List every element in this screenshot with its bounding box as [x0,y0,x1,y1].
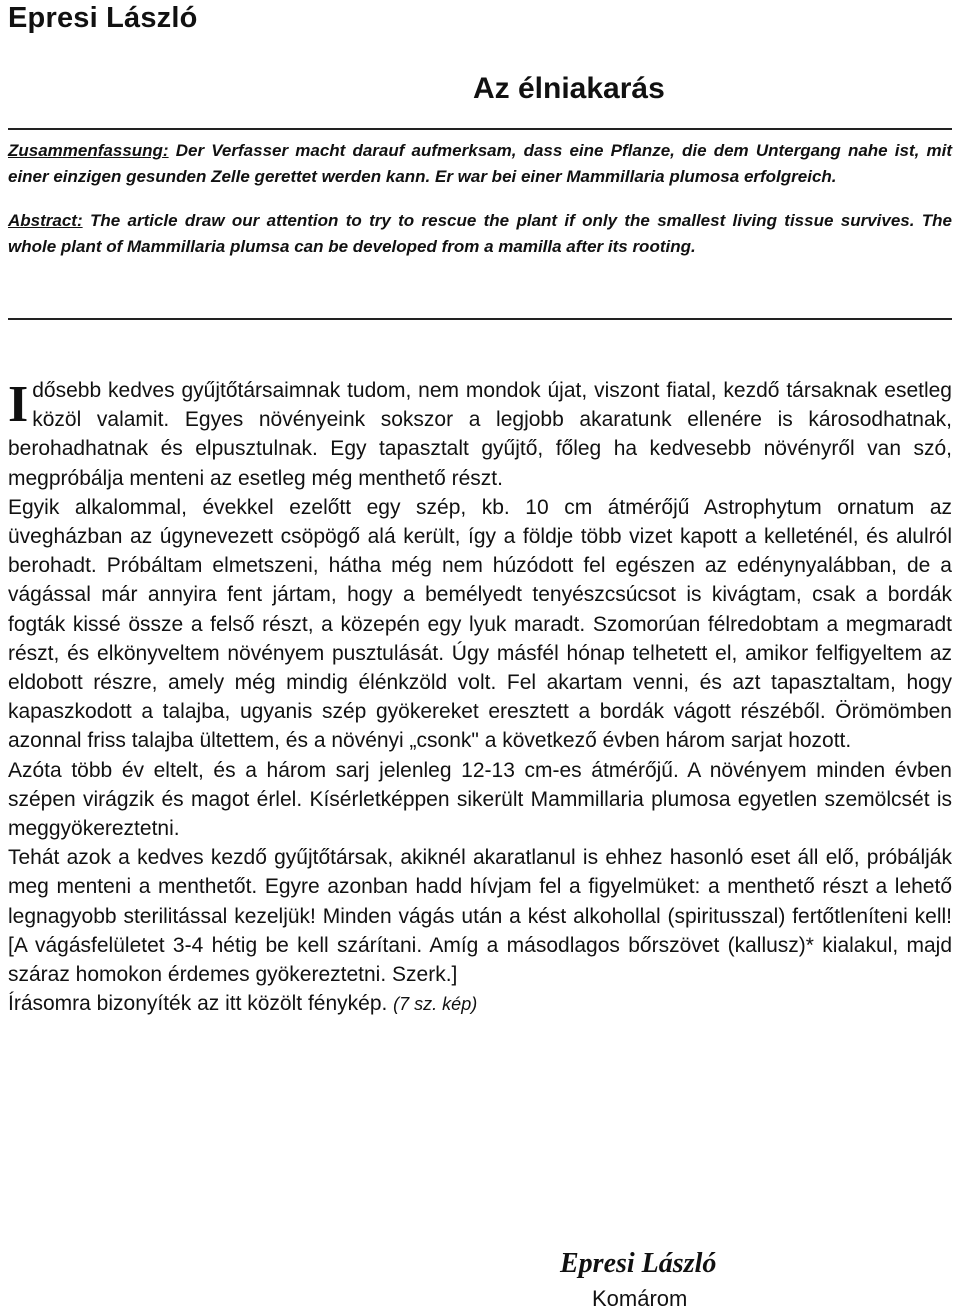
drop-cap: I [8,376,29,433]
signature-place: Komárom [592,1286,688,1311]
english-abstract-text: The article draw our attention to try to rescue the plant if only the smallest living tissue survives. The whole plant of Mammillaria plumsa can be developed from a mamilla after its rooting. [8,211,952,256]
article-title: Az élniakarás [473,72,665,105]
body-paragraph-5-text: Írásomra bizonyíték az itt közölt fénykép. [8,992,394,1016]
german-abstract [8,138,952,190]
body-paragraph-1 [8,376,952,493]
german-abstract-text: Der Verfasser macht darauf aufmerksam, dass eine Pflanze, die dem Untergang nahe ist, mit einer einzigen gesunden Zelle gerettet werden kann. Er war bei einer Mammillaria plumosa erfolgreich. [8,141,952,186]
author-heading: Epresi László [8,2,198,34]
german-abstract-label: Zusammenfassung: [8,141,169,160]
abstract-bottom-rule [8,318,952,320]
english-abstract [8,208,952,260]
body-paragraph-4: Tehát azok a kedves kezdő gyűjtőtársak, akiknél akaratlanul is ehhez hasonló eset áll elő, próbálják meg menteni a menthetőt. Egyre azonban hadd hívjam fel a figyelmüket: a menthető részt a lehető legnagyobb sterilitással kezeljük! Minden vágás után a kést alkohollal (spiritusszal) fertőtleníteni kell! [A vágásfelületet 3-4 hétig be kell szárítani. Amíg a másodlagos bőrszövet (kallusz)* kialakul, majd száraz homokon érdemes gyökereztetni. Szerk.] [8,846,952,987]
abstracts-block [8,138,952,278]
body-paragraph-5 [8,989,952,1019]
body-paragraph-2: Egyik alkalommal, évekkel ezelőtt egy szép, kb. 10 cm átmérőjű Astrophytum ornatum az üvegházban az úgynevezett csöpögő alá került, így a földje több vizet kapott a kelleténél, és alulról berohadt. Próbáltam elmetszeni, hátha még nem húzódott fel egészen az edénynyalábban, de a vágással már annyira fent jártam, hogy a bemélyedt tenyészcsúcsot is kivágtam, csak a bordák fogták kissé össze a felső részt, a közepén egy lyuk maradt. Szomorúan félredobtam a megmaradt részt, és elkönyveltem növényem pusztulását. Úgy másfél hónap telhetett el, amikor felfigyeltem az eldobott részre, amely még mindig élénkzöld volt. Fel akartam venni, és azt tapasztaltam, hogy kapaszkodott a talajba, ugyanis szép gyökereket eresztett a bordák vágott részéből. Örömömben azonnal friss talajba ültettem, és a növényi „csonk" a következő évben három sarjat hozott. [8,495,952,753]
english-abstract-label: Abstract: [8,211,83,230]
article-body [8,376,952,1019]
body-paragraph-1-text: dősebb kedves gyűjtőtársaimnak tudom, nem mondok újat, viszont fiatal, kezdő társaknak esetleg közöl valamit. Egyes növényeink sokszor a legjobb akaratunk ellenére is károsodhatnak, berohadhatnak és elpusztulnak. Egy tapasztalt gyűjtő, főleg ha kedvesebb növényről van szó, megpróbálja menteni az esetleg még menthető részt. [8,379,952,490]
body-paragraph-3: Azóta több év eltelt, és a három sarj jelenleg 12-13 cm-es átmérőjű. A növényem minden évben szépen virágzik és magot érlel. Kísérletképpen sikerült Mammillaria plumosa egyetlen szemölcsét is meggyökereztetni. [8,758,952,841]
signature-name: Epresi László [560,1248,717,1279]
photo-reference: (7 sz. kép) [393,994,478,1015]
abstract-top-rule [8,128,952,130]
